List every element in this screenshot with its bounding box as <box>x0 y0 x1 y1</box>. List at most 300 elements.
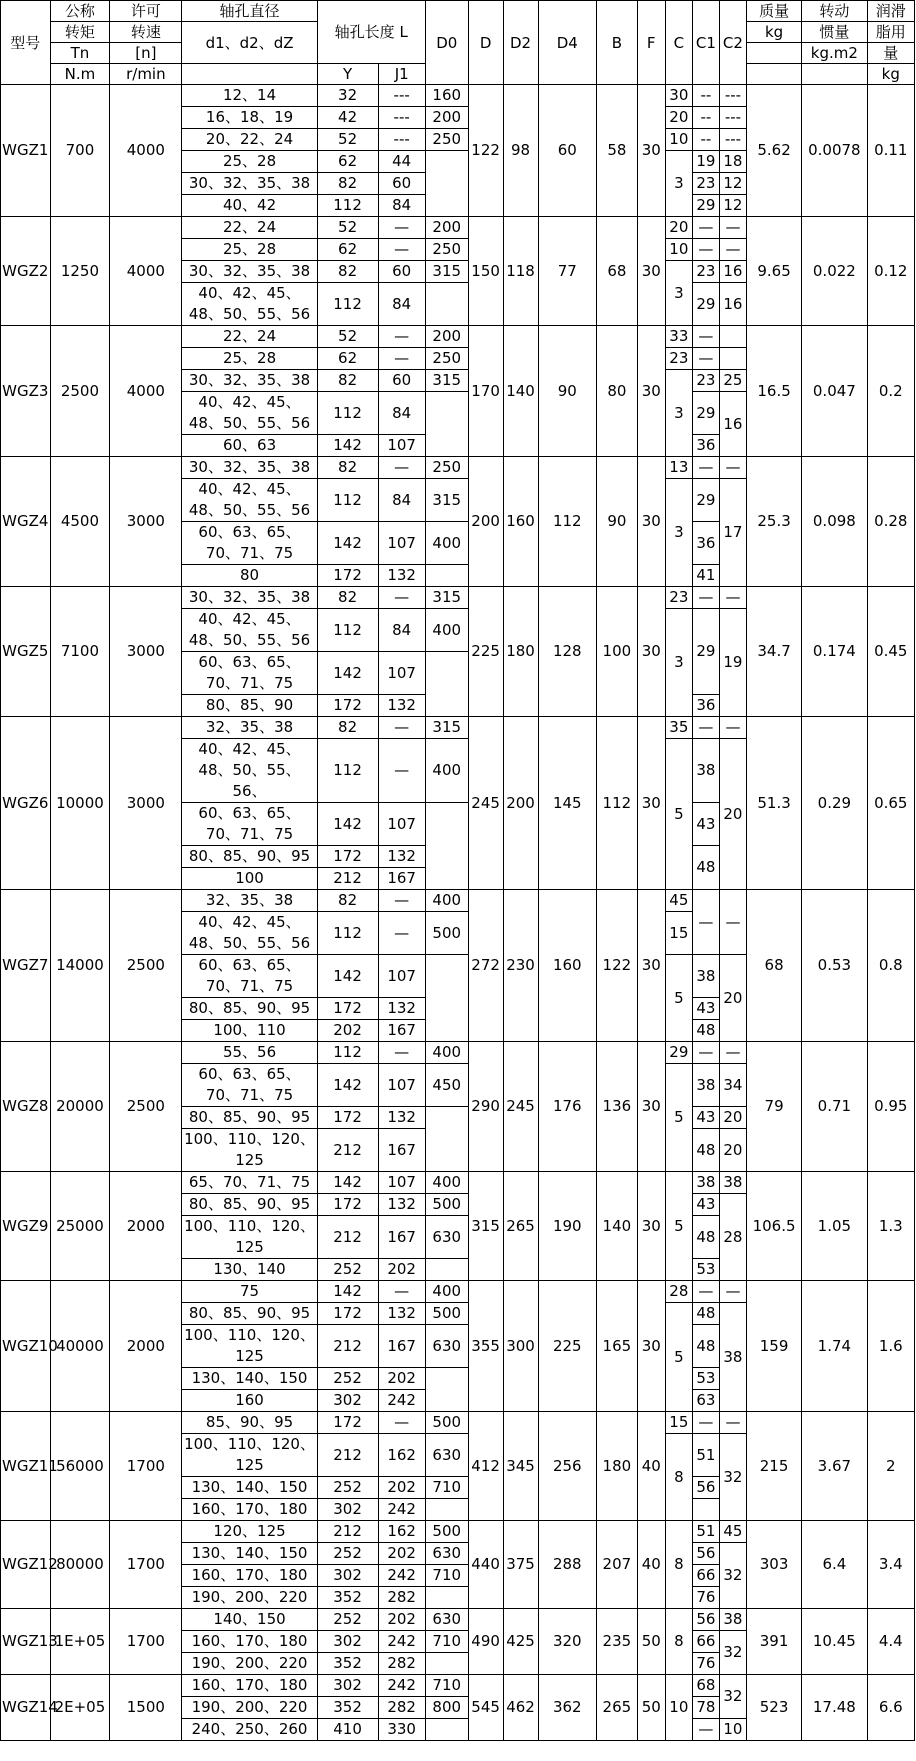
bore-cell: 80、85、90 <box>182 695 317 717</box>
c1-cell: — <box>692 457 719 479</box>
d0-cell: 500 <box>425 1412 468 1434</box>
length-y-cell: 82 <box>317 890 378 912</box>
length-j1-cell: 202 <box>378 1609 425 1631</box>
c2-cell: 38 <box>719 1172 746 1194</box>
c1-cell: — <box>692 217 719 239</box>
b-cell: 180 <box>597 1412 638 1521</box>
length-j1-cell: 242 <box>378 1631 425 1653</box>
length-y-cell: 142 <box>317 1172 378 1194</box>
header-inertia-3: kg.m2 <box>802 43 867 64</box>
length-y-cell: 52 <box>317 217 378 239</box>
speed-cell: 1500 <box>110 1675 182 1741</box>
c-cell: 13 <box>665 457 692 479</box>
bore-cell: 100、110、120、125 <box>182 1129 317 1172</box>
c1-cell: 56 <box>692 1477 719 1499</box>
length-y-cell: 112 <box>317 283 378 326</box>
bore-cell: 60、63、65、70、71、75 <box>182 955 317 998</box>
c1-cell: 68 <box>692 1675 719 1697</box>
bore-cell: 65、70、71、75 <box>182 1172 317 1194</box>
header-D4: D4 <box>538 1 597 85</box>
c2-cell: 25 <box>719 370 746 392</box>
bore-cell: 40、42、45、48、50、55、56、 <box>182 739 317 803</box>
length-y-cell: 82 <box>317 457 378 479</box>
length-j1-cell: — <box>378 1042 425 1064</box>
d0-cell: 315 <box>425 717 468 739</box>
c2-cell: — <box>719 1042 746 1064</box>
c1-cell: — <box>692 890 719 955</box>
c-cell: 10 <box>665 239 692 261</box>
b-cell: 235 <box>597 1609 638 1675</box>
length-j1-cell: — <box>378 890 425 912</box>
c1-cell: — <box>692 348 719 370</box>
d-cell: 440 <box>468 1521 503 1609</box>
d-cell: 200 <box>468 457 503 587</box>
bore-cell: 25、28 <box>182 239 317 261</box>
length-j1-cell: 84 <box>378 392 425 435</box>
c1-cell: 53 <box>692 1259 719 1281</box>
d0-cell: 500 <box>425 1194 468 1216</box>
length-j1-cell: — <box>378 587 425 609</box>
f-cell: 30 <box>637 85 665 217</box>
c2-cell: 38 <box>719 1609 746 1631</box>
length-y-cell: 352 <box>317 1653 378 1675</box>
c1-cell: 48 <box>692 1020 719 1042</box>
c-cell: 8 <box>665 1521 692 1609</box>
length-j1-cell: --- <box>378 107 425 129</box>
length-y-cell: 142 <box>317 955 378 998</box>
length-j1-cell: — <box>378 326 425 348</box>
inertia-cell: 17.48 <box>802 1675 867 1741</box>
c-cell: 3 <box>665 609 692 717</box>
d2-cell: 375 <box>503 1521 538 1609</box>
header-D0: D0 <box>425 1 468 85</box>
length-j1-cell: — <box>378 348 425 370</box>
c-cell: 10 <box>665 129 692 151</box>
length-y-cell: 302 <box>317 1631 378 1653</box>
c2-cell: — <box>719 890 746 955</box>
bore-cell: 80、85、90、95 <box>182 1194 317 1216</box>
length-y-cell: 252 <box>317 1259 378 1281</box>
c2-cell: 17 <box>719 479 746 587</box>
d0-cell: 710 <box>425 1675 468 1697</box>
length-y-cell: 172 <box>317 846 378 868</box>
bore-cell: 32、35、38 <box>182 890 317 912</box>
torque-cell: 1E+05 <box>50 1609 110 1675</box>
torque-cell: 80000 <box>50 1521 110 1609</box>
model-cell: WGZ1 <box>1 85 51 217</box>
header-bore: 轴孔直径 <box>182 1 317 22</box>
c1-cell: 51 <box>692 1434 719 1477</box>
bore-cell: 100 <box>182 868 317 890</box>
d0-cell <box>425 392 468 457</box>
model-cell: WGZ3 <box>1 326 51 457</box>
c1-cell: — <box>692 1412 719 1434</box>
header-mass-3 <box>746 43 801 64</box>
mass-cell: 68 <box>746 890 801 1042</box>
d0-cell <box>425 1259 468 1281</box>
bore-cell: 160 <box>182 1390 317 1412</box>
length-j1-cell: — <box>378 457 425 479</box>
d4-cell: 90 <box>538 326 597 457</box>
length-y-cell: 172 <box>317 1303 378 1325</box>
lube-cell: 2 <box>867 1412 914 1521</box>
length-y-cell: 352 <box>317 1697 378 1719</box>
lube-cell: 0.8 <box>867 890 914 1042</box>
c-cell: 5 <box>665 1303 692 1412</box>
table-row <box>1 717 915 739</box>
torque-cell: 25000 <box>50 1172 110 1281</box>
c2-cell: --- <box>719 129 746 151</box>
header-Y: Y <box>317 64 378 85</box>
bore-cell: 190、200、220 <box>182 1587 317 1609</box>
length-y-cell: 172 <box>317 1412 378 1434</box>
c2-cell: — <box>719 239 746 261</box>
bore-cell: 60、63 <box>182 435 317 457</box>
torque-cell: 2500 <box>50 326 110 457</box>
mass-cell: 79 <box>746 1042 801 1172</box>
length-y-cell: 302 <box>317 1675 378 1697</box>
length-j1-cell: 44 <box>378 151 425 173</box>
length-j1-cell: 132 <box>378 565 425 587</box>
c1-cell: 48 <box>692 846 719 890</box>
speed-cell: 3000 <box>110 717 182 890</box>
length-y-cell: 82 <box>317 261 378 283</box>
inertia-cell: 0.71 <box>802 1042 867 1172</box>
inertia-cell: 0.0078 <box>802 85 867 217</box>
header-speed-2: 转速 <box>110 22 182 43</box>
b-cell: 265 <box>597 1675 638 1741</box>
c-cell: 3 <box>665 370 692 457</box>
d4-cell: 190 <box>538 1172 597 1281</box>
length-j1-cell: 202 <box>378 1259 425 1281</box>
c1-cell: — <box>692 587 719 609</box>
bore-cell: 130、140、150 <box>182 1368 317 1390</box>
c1-cell: 48 <box>692 1129 719 1172</box>
d-cell: 225 <box>468 587 503 717</box>
c-cell: 28 <box>665 1281 692 1303</box>
speed-cell: 2500 <box>110 890 182 1042</box>
f-cell: 40 <box>637 1521 665 1609</box>
c-cell: 35 <box>665 717 692 739</box>
bore-cell: 160、170、180 <box>182 1631 317 1653</box>
bore-cell: 22、24 <box>182 217 317 239</box>
length-j1-cell: 282 <box>378 1653 425 1675</box>
length-y-cell: 142 <box>317 1064 378 1107</box>
length-j1-cell: 132 <box>378 998 425 1020</box>
c1-cell: -- <box>692 107 719 129</box>
header-D2: D2 <box>503 1 538 85</box>
header-torque-3: Tn <box>50 43 110 64</box>
bore-cell: 80、85、90、95 <box>182 1303 317 1325</box>
length-y-cell: 302 <box>317 1499 378 1521</box>
c-cell: 3 <box>665 479 692 587</box>
c2-cell: 18 <box>719 151 746 173</box>
lube-cell: 1.3 <box>867 1172 914 1281</box>
lube-cell: 0.28 <box>867 457 914 587</box>
length-j1-cell: 60 <box>378 173 425 195</box>
d-cell: 170 <box>468 326 503 457</box>
c-cell: 23 <box>665 348 692 370</box>
c2-cell: --- <box>719 107 746 129</box>
bore-cell: 40、42、45、48、50、55、56 <box>182 283 317 326</box>
d0-cell <box>425 151 468 217</box>
length-y-cell: 112 <box>317 609 378 652</box>
c1-cell: 66 <box>692 1631 719 1653</box>
length-y-cell: 252 <box>317 1609 378 1631</box>
c1-cell: — <box>692 1281 719 1303</box>
bore-cell: 25、28 <box>182 151 317 173</box>
c1-cell: — <box>692 1719 719 1741</box>
length-j1-cell: 84 <box>378 283 425 326</box>
c2-cell: 34 <box>719 1064 746 1107</box>
c-cell: 15 <box>665 912 692 955</box>
d-cell: 490 <box>468 1609 503 1675</box>
model-cell: WGZ7 <box>1 890 51 1042</box>
d2-cell: 200 <box>503 717 538 890</box>
length-y-cell: 212 <box>317 1216 378 1259</box>
header-lube-2: 脂用 <box>867 22 914 43</box>
torque-cell: 20000 <box>50 1042 110 1172</box>
c2-cell: --- <box>719 85 746 107</box>
d-cell: 272 <box>468 890 503 1042</box>
d0-cell <box>425 1719 468 1741</box>
torque-cell: 1250 <box>50 217 110 326</box>
inertia-cell: 1.05 <box>802 1172 867 1281</box>
header-C1: C1 <box>692 1 719 85</box>
header-lube-4: kg <box>867 64 914 85</box>
c2-cell: 20 <box>719 1107 746 1129</box>
mass-cell: 9.65 <box>746 217 801 326</box>
mass-cell: 5.62 <box>746 85 801 217</box>
header-inertia-1: 转动 <box>802 1 867 22</box>
length-j1-cell: 132 <box>378 1107 425 1129</box>
length-j1-cell: 84 <box>378 479 425 522</box>
length-y-cell: 112 <box>317 392 378 435</box>
length-y-cell: 112 <box>317 739 378 803</box>
b-cell: 58 <box>597 85 638 217</box>
d0-cell: 500 <box>425 1521 468 1543</box>
inertia-cell: 0.022 <box>802 217 867 326</box>
model-cell: WGZ8 <box>1 1042 51 1172</box>
d4-cell: 77 <box>538 217 597 326</box>
d0-cell: 200 <box>425 107 468 129</box>
lube-cell: 3.4 <box>867 1521 914 1609</box>
model-cell: WGZ10 <box>1 1281 51 1412</box>
length-j1-cell: 60 <box>378 261 425 283</box>
header-D: D <box>468 1 503 85</box>
inertia-cell: 3.67 <box>802 1412 867 1521</box>
inertia-cell: 0.047 <box>802 326 867 457</box>
lube-cell: 1.6 <box>867 1281 914 1412</box>
bore-cell: 190、200、220 <box>182 1653 317 1675</box>
header-F: F <box>637 1 665 85</box>
table-row <box>1 1281 915 1303</box>
length-y-cell: 82 <box>317 587 378 609</box>
c2-cell <box>719 348 746 370</box>
c1-cell: 51 <box>692 1521 719 1543</box>
length-j1-cell: 167 <box>378 1020 425 1042</box>
table-row <box>1 890 915 912</box>
c1-cell: 38 <box>692 739 719 803</box>
d0-cell: 400 <box>425 739 468 803</box>
c1-cell: 56 <box>692 1543 719 1565</box>
c-cell: 10 <box>665 1675 692 1741</box>
d0-cell: 630 <box>425 1325 468 1368</box>
lube-cell: 0.95 <box>867 1042 914 1172</box>
header-bore-sub: d1、d2、dZ <box>182 22 317 64</box>
d0-cell: 315 <box>425 261 468 283</box>
c2-cell: 12 <box>719 195 746 217</box>
d0-cell: 400 <box>425 890 468 912</box>
bore-cell: 60、63、65、70、71、75 <box>182 803 317 846</box>
c1-cell: 29 <box>692 195 719 217</box>
bore-cell: 60、63、65、70、71、75 <box>182 652 317 695</box>
d2-cell: 140 <box>503 326 538 457</box>
c-cell: 30 <box>665 85 692 107</box>
d4-cell: 256 <box>538 1412 597 1521</box>
length-y-cell: 172 <box>317 1107 378 1129</box>
header-speed-3: [n] <box>110 43 182 64</box>
c1-cell: 38 <box>692 1172 719 1194</box>
f-cell: 30 <box>637 587 665 717</box>
length-y-cell: 82 <box>317 717 378 739</box>
c-cell: 3 <box>665 261 692 326</box>
b-cell: 122 <box>597 890 638 1042</box>
model-cell: WGZ11 <box>1 1412 51 1521</box>
length-y-cell: 52 <box>317 129 378 151</box>
c-cell: 8 <box>665 1609 692 1675</box>
bore-cell: 60、63、65、70、71、75 <box>182 522 317 565</box>
inertia-cell: 0.174 <box>802 587 867 717</box>
c-cell: 23 <box>665 587 692 609</box>
speed-cell: 1700 <box>110 1412 182 1521</box>
c-cell: 45 <box>665 890 692 912</box>
d0-cell: 200 <box>425 326 468 348</box>
length-y-cell: 42 <box>317 107 378 129</box>
c1-cell: 63 <box>692 1390 719 1412</box>
length-y-cell: 252 <box>317 1543 378 1565</box>
length-y-cell: 212 <box>317 1434 378 1477</box>
d-cell: 545 <box>468 1675 503 1741</box>
c2-cell: 19 <box>719 609 746 717</box>
d2-cell: 245 <box>503 1042 538 1172</box>
bore-cell: 100、110、120、125 <box>182 1325 317 1368</box>
lube-cell: 0.11 <box>867 85 914 217</box>
bore-cell: 190、200、220 <box>182 1697 317 1719</box>
length-y-cell: 142 <box>317 803 378 846</box>
c2-cell: 20 <box>719 1129 746 1172</box>
c1-cell: 36 <box>692 695 719 717</box>
table-row <box>1 1042 915 1064</box>
table-row <box>1 1521 915 1543</box>
header-torque-1: 公称 <box>50 1 110 22</box>
bore-cell: 160、170、180 <box>182 1499 317 1521</box>
inertia-cell: 0.53 <box>802 890 867 1042</box>
d2-cell: 425 <box>503 1609 538 1675</box>
c1-cell: — <box>692 239 719 261</box>
length-j1-cell: 167 <box>378 1129 425 1172</box>
d2-cell: 160 <box>503 457 538 587</box>
mass-cell: 523 <box>746 1675 801 1741</box>
f-cell: 50 <box>637 1609 665 1675</box>
d0-cell: 500 <box>425 1303 468 1325</box>
d4-cell: 160 <box>538 890 597 1042</box>
d-cell: 290 <box>468 1042 503 1172</box>
b-cell: 136 <box>597 1042 638 1172</box>
inertia-cell: 0.098 <box>802 457 867 587</box>
c1-cell: 29 <box>692 609 719 695</box>
f-cell: 30 <box>637 217 665 326</box>
bore-cell: 20、22、24 <box>182 129 317 151</box>
length-j1-cell: 167 <box>378 1325 425 1368</box>
c1-cell: 43 <box>692 998 719 1020</box>
length-y-cell: 112 <box>317 1042 378 1064</box>
c2-cell: — <box>719 717 746 739</box>
bore-cell: 100、110 <box>182 1020 317 1042</box>
d0-cell: 250 <box>425 129 468 151</box>
d0-cell <box>425 283 468 326</box>
header-mass-2: kg <box>746 22 801 43</box>
torque-cell: 56000 <box>50 1412 110 1521</box>
lube-cell: 0.12 <box>867 217 914 326</box>
mass-cell: 34.7 <box>746 587 801 717</box>
length-j1-cell: 202 <box>378 1477 425 1499</box>
length-j1-cell: — <box>378 1412 425 1434</box>
c2-cell: 16 <box>719 283 746 326</box>
c1-cell: 48 <box>692 1303 719 1325</box>
bore-cell: 30、32、35、38 <box>182 261 317 283</box>
c-cell: 5 <box>665 1064 692 1172</box>
d0-cell: 630 <box>425 1609 468 1631</box>
header-inertia-4 <box>802 64 867 85</box>
c2-cell: 45 <box>719 1521 746 1543</box>
c1-cell: — <box>692 1042 719 1064</box>
d-cell: 355 <box>468 1281 503 1412</box>
length-j1-cell: 167 <box>378 868 425 890</box>
header-J1: J1 <box>378 64 425 85</box>
d4-cell: 362 <box>538 1675 597 1741</box>
bore-cell: 30、32、35、38 <box>182 587 317 609</box>
bore-cell: 130、140、150 <box>182 1543 317 1565</box>
length-j1-cell: 60 <box>378 370 425 392</box>
c2-cell: 20 <box>719 739 746 890</box>
lube-cell: 4.4 <box>867 1609 914 1675</box>
d0-cell <box>425 955 468 1042</box>
length-y-cell: 252 <box>317 1368 378 1390</box>
bore-cell: 60、63、65、70、71、75 <box>182 1064 317 1107</box>
bore-cell: 16、18、19 <box>182 107 317 129</box>
bore-cell: 22、24 <box>182 326 317 348</box>
f-cell: 30 <box>637 1172 665 1281</box>
c2-cell <box>719 326 746 348</box>
speed-cell: 4000 <box>110 326 182 457</box>
bore-cell: 85、90、95 <box>182 1412 317 1434</box>
length-j1-cell: 107 <box>378 652 425 695</box>
length-j1-cell: 132 <box>378 846 425 868</box>
d2-cell: 265 <box>503 1172 538 1281</box>
speed-cell: 2500 <box>110 1042 182 1172</box>
c2-cell: — <box>719 1281 746 1303</box>
lube-cell: 0.65 <box>867 717 914 890</box>
header-bore-blank <box>182 64 317 85</box>
d0-cell: 400 <box>425 1042 468 1064</box>
c-cell: 29 <box>665 1042 692 1064</box>
length-y-cell: 62 <box>317 151 378 173</box>
header-torque-4: N.m <box>50 64 110 85</box>
d2-cell: 98 <box>503 85 538 217</box>
d-cell: 245 <box>468 717 503 890</box>
d0-cell: 630 <box>425 1216 468 1259</box>
